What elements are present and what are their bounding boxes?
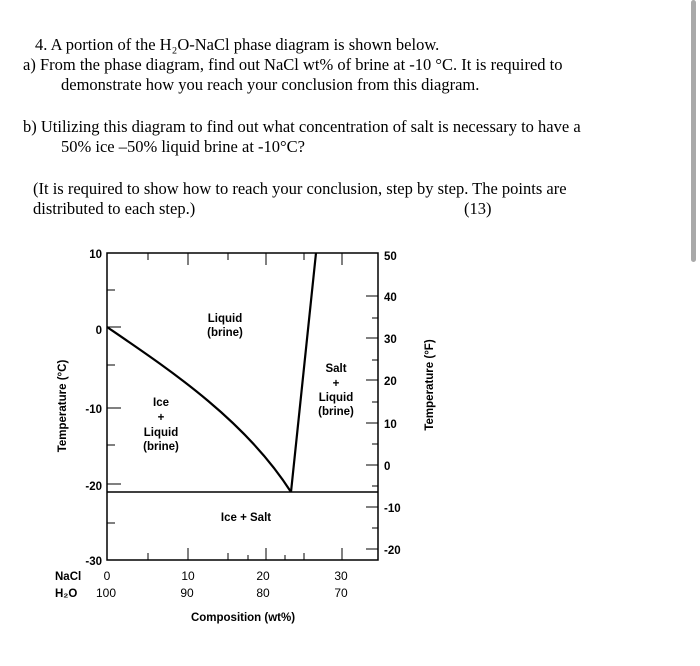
fahrenheit-tick-label: 10 (384, 419, 397, 431)
salt-solubility-line (291, 253, 316, 492)
points-label: (13) (464, 199, 492, 218)
liquidus-curve (107, 327, 291, 492)
region-ice-salt-label: Ice + Salt (220, 512, 272, 524)
region-liquid-label: (brine) (207, 327, 243, 339)
part-a-line-1: a) From the phase diagram, find out NaCl wt% of brine at -10 °C. It is required to (23, 55, 563, 74)
celsius-tick-label: -10 (85, 404, 102, 416)
fahrenheit-tick-label: 20 (384, 376, 397, 388)
y-axis-label-right: Temperature (°F) (424, 339, 436, 431)
h2o-tick-label: 100 (95, 586, 117, 600)
top-tick-marks (148, 253, 342, 265)
h2o-tick-label: 80 (256, 586, 270, 600)
region-ice-liquid-label: + (157, 412, 165, 424)
y-axis-label-left: Temperature (°C) (57, 359, 69, 453)
nacl-tick-label: 0 (103, 569, 111, 583)
region-salt-liquid-label: Liquid (318, 392, 354, 404)
region-ice-liquid-label: Liquid (143, 427, 179, 439)
part-b-line-2: 50% ice –50% liquid brine at -10°C? (61, 137, 305, 156)
celsius-tick-label: -20 (85, 481, 102, 493)
bottom-tick-marks (148, 548, 342, 560)
region-liquid-label: Liquid (207, 313, 243, 325)
region-ice-liquid-label: Ice (153, 397, 169, 409)
fahrenheit-tick-label: 50 (384, 251, 397, 263)
part-a-line-2: demonstrate how you reach your conclusion from this diagram. (61, 75, 480, 94)
celsius-tick-marks (107, 253, 121, 523)
nacl-tick-label: 30 (334, 569, 348, 583)
fahrenheit-tick-label: -10 (384, 503, 401, 515)
region-ice-liquid-label: (brine) (143, 441, 179, 453)
celsius-tick-label: 0 (95, 325, 102, 337)
note-line-1: (It is required to show how to reach your conclusion, step by step. The points are (33, 179, 567, 198)
fahrenheit-tick-label: 30 (384, 334, 397, 346)
region-salt-liquid-label: + (332, 378, 340, 390)
nacl-label: NaCl (55, 571, 82, 583)
nacl-tick-label: 10 (181, 569, 195, 583)
region-salt-liquid-label: (brine) (318, 406, 354, 418)
fahrenheit-tick-marks (366, 253, 378, 549)
h2o-label: H₂O (55, 588, 78, 600)
celsius-tick-label: 10 (89, 249, 102, 261)
fahrenheit-tick-label: 0 (384, 461, 391, 473)
x-axis-label: Composition (wt%) (190, 612, 296, 624)
part-b-line-1: b) Utilizing this diagram to find out what concentration of salt is necessary to have a (23, 117, 581, 136)
fahrenheit-tick-label: 40 (384, 292, 397, 304)
fahrenheit-tick-label: -20 (384, 545, 401, 557)
region-salt-liquid-label: Salt (325, 363, 347, 375)
note-line-2: distributed to each step.) (33, 199, 196, 218)
h2o-tick-label: 70 (334, 586, 348, 600)
question-line-1: 4. A portion of the H₂O-NaCl phase diagram is shown below. (35, 35, 440, 54)
nacl-tick-label: 20 (256, 569, 270, 583)
h2o-tick-label: 90 (180, 586, 194, 600)
celsius-tick-label: -30 (85, 556, 102, 568)
